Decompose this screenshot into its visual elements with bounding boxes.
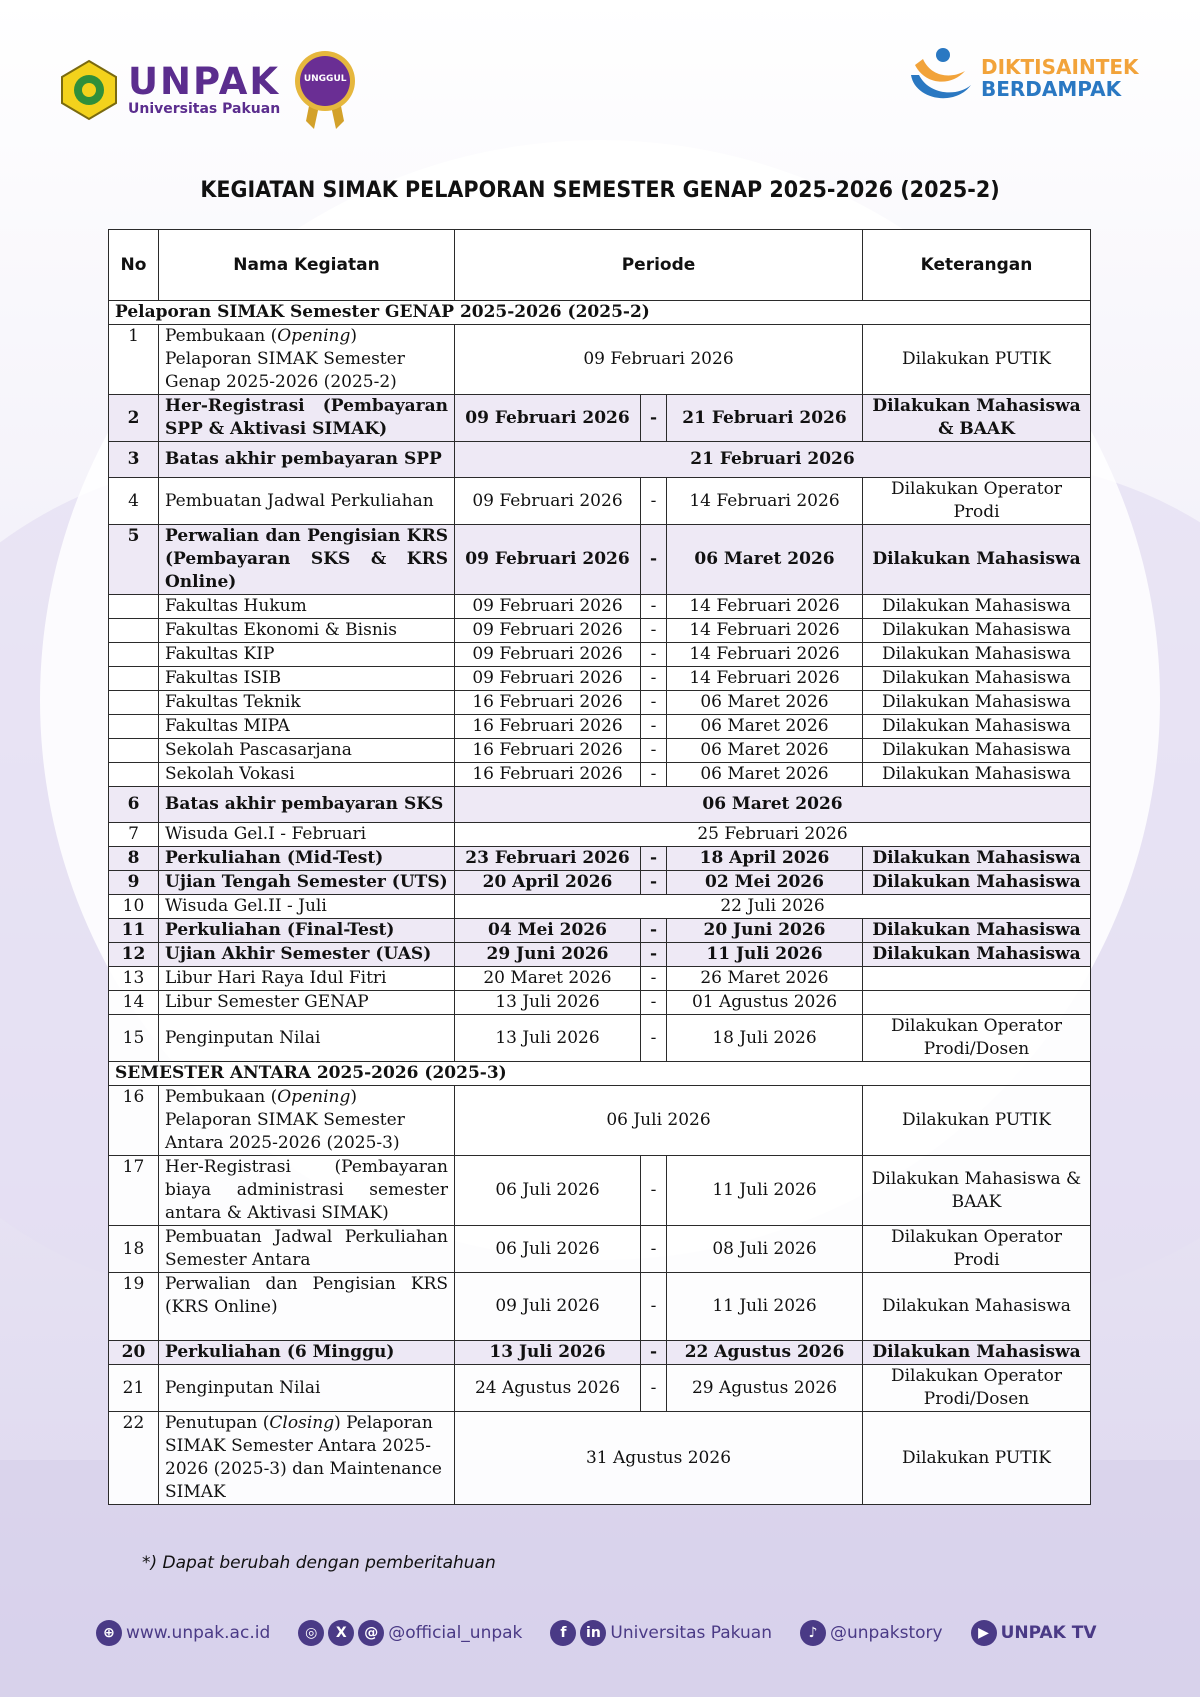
row-number: 18 — [109, 1226, 159, 1273]
activity-name: Sekolah Vokasi — [159, 763, 455, 787]
remark: Dilakukan Mahasiswa & BAAK — [863, 395, 1091, 442]
table-row — [109, 787, 1091, 823]
activity-name-part: Penutupan ( — [165, 1413, 270, 1433]
table-row — [109, 395, 1091, 442]
period-dash: - — [641, 643, 667, 667]
row-number: 17 — [109, 1156, 159, 1226]
activity-name: Fakultas MIPA — [159, 715, 455, 739]
col-header-periode: Periode — [455, 230, 863, 301]
period-end: 21 Februari 2026 — [667, 395, 863, 442]
row-number — [109, 715, 159, 739]
diktisaintek-logo — [905, 45, 1139, 111]
period-dash: - — [641, 919, 667, 943]
period-dash: - — [641, 691, 667, 715]
diktisaintek-line1: DIKTISAINTEK — [981, 55, 1139, 79]
period-start: 06 Juli 2026 — [455, 1226, 641, 1273]
threads-icon: @ — [358, 1620, 384, 1646]
period-end: 02 Mei 2026 — [667, 871, 863, 895]
table-body — [109, 301, 1091, 1505]
remark: Dilakukan Mahasiswa — [863, 763, 1091, 787]
remark: Dilakukan Mahasiswa — [863, 525, 1091, 595]
table-row — [109, 1156, 1091, 1226]
row-number: 4 — [109, 478, 159, 525]
activity-name — [159, 325, 455, 395]
period-start: 09 Februari 2026 — [455, 667, 641, 691]
activity-name: Wisuda Gel.I - Februari — [159, 823, 455, 847]
table-row — [109, 1273, 1091, 1341]
period-start: 04 Mei 2026 — [455, 919, 641, 943]
period-end: 18 April 2026 — [667, 847, 863, 871]
table-row — [109, 1015, 1091, 1062]
period-dash: - — [641, 871, 667, 895]
period-start: 16 Februari 2026 — [455, 739, 641, 763]
row-number — [109, 643, 159, 667]
period-start: 09 Juli 2026 — [455, 1273, 641, 1341]
period-end: 22 Agustus 2026 — [667, 1341, 863, 1365]
table-row — [109, 739, 1091, 763]
table-row — [109, 1341, 1091, 1365]
remark: Dilakukan Mahasiswa — [863, 1273, 1091, 1341]
activity-name: Pembuatan Jadwal Perkuliahan Semester Antara — [159, 1226, 455, 1273]
period-start: 20 Maret 2026 — [455, 967, 641, 991]
activity-name-part: ) Pelaporan SIMAK Semester Genap 2025-2026 (2025-2) — [165, 326, 405, 392]
footer-website[interactable] — [96, 1620, 270, 1646]
period-end: 26 Maret 2026 — [667, 967, 863, 991]
activity-name: Ujian Tengah Semester (UTS) — [159, 871, 455, 895]
activity-name: Batas akhir pembayaran SPP — [159, 442, 455, 478]
remark: Dilakukan PUTIK — [863, 325, 1091, 395]
table-header-row — [109, 230, 1091, 301]
table-row — [109, 1226, 1091, 1273]
remark: Dilakukan Operator Prodi — [863, 1226, 1091, 1273]
period-start: 09 Februari 2026 — [455, 619, 641, 643]
page-title: KEGIATAN SIMAK PELAPORAN SEMESTER GENAP 2025-2026 (2025-2) — [200, 178, 1000, 203]
activity-name-italic: Opening — [277, 1087, 351, 1107]
x-icon: X — [328, 1620, 354, 1646]
period-end: 18 Juli 2026 — [667, 1015, 863, 1062]
diktisaintek-line2: BERDAMPAK — [981, 77, 1122, 101]
period-single: 09 Februari 2026 — [455, 325, 863, 395]
col-header-nama: Nama Kegiatan — [159, 230, 455, 301]
row-number — [109, 667, 159, 691]
period-single: 25 Februari 2026 — [455, 823, 1091, 847]
remark: Dilakukan Mahasiswa — [863, 847, 1091, 871]
row-number: 8 — [109, 847, 159, 871]
youtube-icon: ▶ — [971, 1620, 997, 1646]
period-single: 06 Maret 2026 — [455, 787, 1091, 823]
section-header-genap — [109, 301, 1091, 325]
row-number: 3 — [109, 442, 159, 478]
col-header-keterangan: Keterangan — [863, 230, 1091, 301]
section-header-antara-label: SEMESTER ANTARA 2025-2026 (2025-3) — [109, 1062, 1091, 1086]
activity-name: Wisuda Gel.II - Juli — [159, 895, 455, 919]
period-end: 14 Februari 2026 — [667, 478, 863, 525]
remark: Dilakukan Mahasiswa — [863, 919, 1091, 943]
period-start: 20 April 2026 — [455, 871, 641, 895]
period-start: 09 Februari 2026 — [455, 595, 641, 619]
period-dash: - — [641, 739, 667, 763]
period-dash: - — [641, 763, 667, 787]
remark: Dilakukan Mahasiswa — [863, 619, 1091, 643]
activity-name: Pembuatan Jadwal Perkuliahan — [159, 478, 455, 525]
remark: Dilakukan Mahasiswa — [863, 715, 1091, 739]
remark: Dilakukan Mahasiswa — [863, 739, 1091, 763]
remark: Dilakukan PUTIK — [863, 1086, 1091, 1156]
period-end: 14 Februari 2026 — [667, 643, 863, 667]
table-row — [109, 919, 1091, 943]
period-end: 11 Juli 2026 — [667, 1156, 863, 1226]
row-number: 1 — [109, 325, 159, 395]
period-start: 23 Februari 2026 — [455, 847, 641, 871]
row-number — [109, 763, 159, 787]
row-number: 21 — [109, 1365, 159, 1412]
period-dash: - — [641, 1273, 667, 1341]
remark: Dilakukan Mahasiswa — [863, 691, 1091, 715]
remark: Dilakukan Operator Prodi — [863, 478, 1091, 525]
row-number — [109, 739, 159, 763]
period-start: 09 Februari 2026 — [455, 643, 641, 667]
activity-name-part: Pembukaan ( — [165, 326, 278, 346]
period-dash: - — [641, 967, 667, 991]
remark — [863, 991, 1091, 1015]
period-dash: - — [641, 715, 667, 739]
remark: Dilakukan Operator Prodi/Dosen — [863, 1365, 1091, 1412]
remark: Dilakukan Mahasiswa — [863, 643, 1091, 667]
period-dash: - — [641, 943, 667, 967]
footer-university-text: Universitas Pakuan — [610, 1623, 772, 1643]
row-number: 22 — [109, 1412, 159, 1505]
table-row — [109, 619, 1091, 643]
remark: Dilakukan PUTIK — [863, 1412, 1091, 1505]
activity-name: Fakultas ISIB — [159, 667, 455, 691]
period-dash: - — [641, 847, 667, 871]
unggul-badge — [292, 49, 358, 131]
unpak-wordmark: UNPAK — [128, 60, 281, 103]
period-dash: - — [641, 478, 667, 525]
activity-name: Batas akhir pembayaran SKS — [159, 787, 455, 823]
activity-name: Her-Registrasi (Pembayaran biaya administrasi semester antara & Aktivasi SIMAK) — [159, 1156, 455, 1226]
period-end: 06 Maret 2026 — [667, 691, 863, 715]
footer-youtube[interactable] — [971, 1620, 1097, 1646]
remark: Dilakukan Mahasiswa — [863, 943, 1091, 967]
facebook-icon: f — [550, 1620, 576, 1646]
row-number: 6 — [109, 787, 159, 823]
period-start: 13 Juli 2026 — [455, 1341, 641, 1365]
period-end: 14 Februari 2026 — [667, 667, 863, 691]
row-number: 2 — [109, 395, 159, 442]
table-row — [109, 763, 1091, 787]
remark — [863, 967, 1091, 991]
row-number: 14 — [109, 991, 159, 1015]
period-end: 14 Februari 2026 — [667, 595, 863, 619]
period-start: 06 Juli 2026 — [455, 1156, 641, 1226]
table-row — [109, 595, 1091, 619]
period-dash: - — [641, 1015, 667, 1062]
section-header-antara — [109, 1062, 1091, 1086]
schedule-table — [108, 229, 1091, 1505]
table-row — [109, 991, 1091, 1015]
period-start: 09 Februari 2026 — [455, 395, 641, 442]
period-end: 08 Juli 2026 — [667, 1226, 863, 1273]
row-number — [109, 691, 159, 715]
table-row — [109, 943, 1091, 967]
period-start: 24 Agustus 2026 — [455, 1365, 641, 1412]
unggul-label: UNGGUL — [303, 74, 347, 84]
period-start: 13 Juli 2026 — [455, 1015, 641, 1062]
table-row — [109, 967, 1091, 991]
table-row — [109, 871, 1091, 895]
activity-name: Perkuliahan (6 Minggu) — [159, 1341, 455, 1365]
row-number: 11 — [109, 919, 159, 943]
activity-name: Perwalian dan Pengisian KRS (KRS Online) — [159, 1273, 455, 1341]
period-single: 22 Juli 2026 — [455, 895, 1091, 919]
period-dash: - — [641, 1156, 667, 1226]
period-end: 06 Maret 2026 — [667, 763, 863, 787]
row-number: 13 — [109, 967, 159, 991]
footer-tiktok-text: @unpakstory — [829, 1623, 943, 1643]
section-header-genap-label: Pelaporan SIMAK Semester GENAP 2025-2026 (2025-2) — [109, 301, 1091, 325]
period-end: 06 Maret 2026 — [667, 525, 863, 595]
activity-name-part: Pembukaan ( — [165, 1087, 278, 1107]
diktisaintek-emblem-icon — [905, 45, 975, 111]
table-row — [109, 691, 1091, 715]
unpak-emblem-icon — [58, 59, 120, 121]
period-start: 09 Februari 2026 — [455, 478, 641, 525]
activity-name-part: ) Pelaporan SIMAK Semester Antara 2025-2026 (2025-3) dan Maintenance SIMAK — [165, 1413, 442, 1502]
table-row — [109, 847, 1091, 871]
activity-name: Perwalian dan Pengisian KRS (Pembayaran SKS & KRS Online) — [159, 525, 455, 595]
footer-website-text: www.unpak.ac.id — [126, 1623, 271, 1643]
period-start: 09 Februari 2026 — [455, 525, 641, 595]
row-number: 5 — [109, 525, 159, 595]
activity-name: Sekolah Pascasarjana — [159, 739, 455, 763]
col-header-no: No — [109, 230, 159, 301]
activity-name: Her-Registrasi (Pembayaran SPP & Aktivasi SIMAK) — [159, 395, 455, 442]
period-start: 13 Juli 2026 — [455, 991, 641, 1015]
period-dash: - — [641, 1226, 667, 1273]
activity-name: Fakultas Teknik — [159, 691, 455, 715]
period-end: 01 Agustus 2026 — [667, 991, 863, 1015]
period-start: 16 Februari 2026 — [455, 715, 641, 739]
table-row — [109, 1412, 1091, 1505]
row-number: 20 — [109, 1341, 159, 1365]
tiktok-icon: ♪ — [800, 1620, 826, 1646]
period-single: 06 Juli 2026 — [455, 1086, 863, 1156]
row-number: 9 — [109, 871, 159, 895]
period-dash: - — [641, 1365, 667, 1412]
footer-tv-text: UNPAK TV — [1000, 1623, 1097, 1643]
remark: Dilakukan Operator Prodi/Dosen — [863, 1015, 1091, 1062]
period-end: 06 Maret 2026 — [667, 739, 863, 763]
activity-name: Penginputan Nilai — [159, 1015, 455, 1062]
activity-name: Libur Hari Raya Idul Fitri — [159, 967, 455, 991]
activity-name: Libur Semester GENAP — [159, 991, 455, 1015]
period-dash: - — [641, 619, 667, 643]
row-number — [109, 595, 159, 619]
period-single: 31 Agustus 2026 — [455, 1412, 863, 1505]
unpak-logo — [58, 45, 358, 135]
period-dash: - — [641, 525, 667, 595]
period-end: 11 Juli 2026 — [667, 1273, 863, 1341]
period-end: 29 Agustus 2026 — [667, 1365, 863, 1412]
globe-icon: ⊕ — [96, 1620, 122, 1646]
period-start: 16 Februari 2026 — [455, 763, 641, 787]
footer-social-handle[interactable] — [298, 1620, 522, 1646]
unpak-subtitle: Universitas Pakuan — [128, 101, 281, 117]
table-row — [109, 667, 1091, 691]
row-number — [109, 619, 159, 643]
period-dash: - — [641, 667, 667, 691]
unggul-badge-icon — [292, 49, 358, 131]
period-end: 20 Juni 2026 — [667, 919, 863, 943]
footer-social-text: @official_unpak — [388, 1623, 523, 1643]
table-row — [109, 325, 1091, 395]
table-row — [109, 1086, 1091, 1156]
activity-name — [159, 1086, 455, 1156]
table-row — [109, 478, 1091, 525]
instagram-icon: ◎ — [298, 1620, 324, 1646]
period-end: 14 Februari 2026 — [667, 619, 863, 643]
activity-name: Fakultas KIP — [159, 643, 455, 667]
table-row — [109, 525, 1091, 595]
remark: Dilakukan Mahasiswa — [863, 1341, 1091, 1365]
period-dash: - — [641, 1341, 667, 1365]
period-end: 11 Juli 2026 — [667, 943, 863, 967]
remark: Dilakukan Mahasiswa — [863, 871, 1091, 895]
row-number: 15 — [109, 1015, 159, 1062]
activity-name — [159, 1412, 455, 1505]
footer-tiktok[interactable] — [800, 1620, 943, 1646]
activity-name: Penginputan Nilai — [159, 1365, 455, 1412]
table-row — [109, 823, 1091, 847]
activity-name-italic: Closing — [269, 1413, 335, 1433]
table-row — [109, 643, 1091, 667]
row-number: 7 — [109, 823, 159, 847]
activity-name: Perkuliahan (Final-Test) — [159, 919, 455, 943]
row-number: 10 — [109, 895, 159, 919]
period-start: 16 Februari 2026 — [455, 691, 641, 715]
period-dash: - — [641, 991, 667, 1015]
row-number: 19 — [109, 1273, 159, 1341]
activity-name-part: ) Pelaporan SIMAK Semester Antara 2025-2026 (2025-3) — [165, 1087, 405, 1153]
activity-name: Fakultas Hukum — [159, 595, 455, 619]
activity-name: Ujian Akhir Semester (UAS) — [159, 943, 455, 967]
footer-facebook-linkedin[interactable] — [550, 1620, 772, 1646]
period-dash: - — [641, 595, 667, 619]
activity-name: Fakultas Ekonomi & Bisnis — [159, 619, 455, 643]
period-end: 06 Maret 2026 — [667, 715, 863, 739]
row-number: 12 — [109, 943, 159, 967]
table-row — [109, 442, 1091, 478]
table-row — [109, 1365, 1091, 1412]
footer — [96, 1617, 1106, 1649]
period-start: 29 Juni 2026 — [455, 943, 641, 967]
row-number: 16 — [109, 1086, 159, 1156]
footnote: *) Dapat berubah dengan pemberitahuan — [142, 1553, 496, 1573]
table-row — [109, 715, 1091, 739]
activity-name-italic: Opening — [277, 326, 351, 346]
table-row — [109, 895, 1091, 919]
period-single: 21 Februari 2026 — [455, 442, 1091, 478]
remark: Dilakukan Mahasiswa & BAAK — [863, 1156, 1091, 1226]
activity-name: Perkuliahan (Mid-Test) — [159, 847, 455, 871]
remark: Dilakukan Mahasiswa — [863, 595, 1091, 619]
period-dash: - — [641, 395, 667, 442]
linkedin-icon: in — [580, 1620, 606, 1646]
remark: Dilakukan Mahasiswa — [863, 667, 1091, 691]
